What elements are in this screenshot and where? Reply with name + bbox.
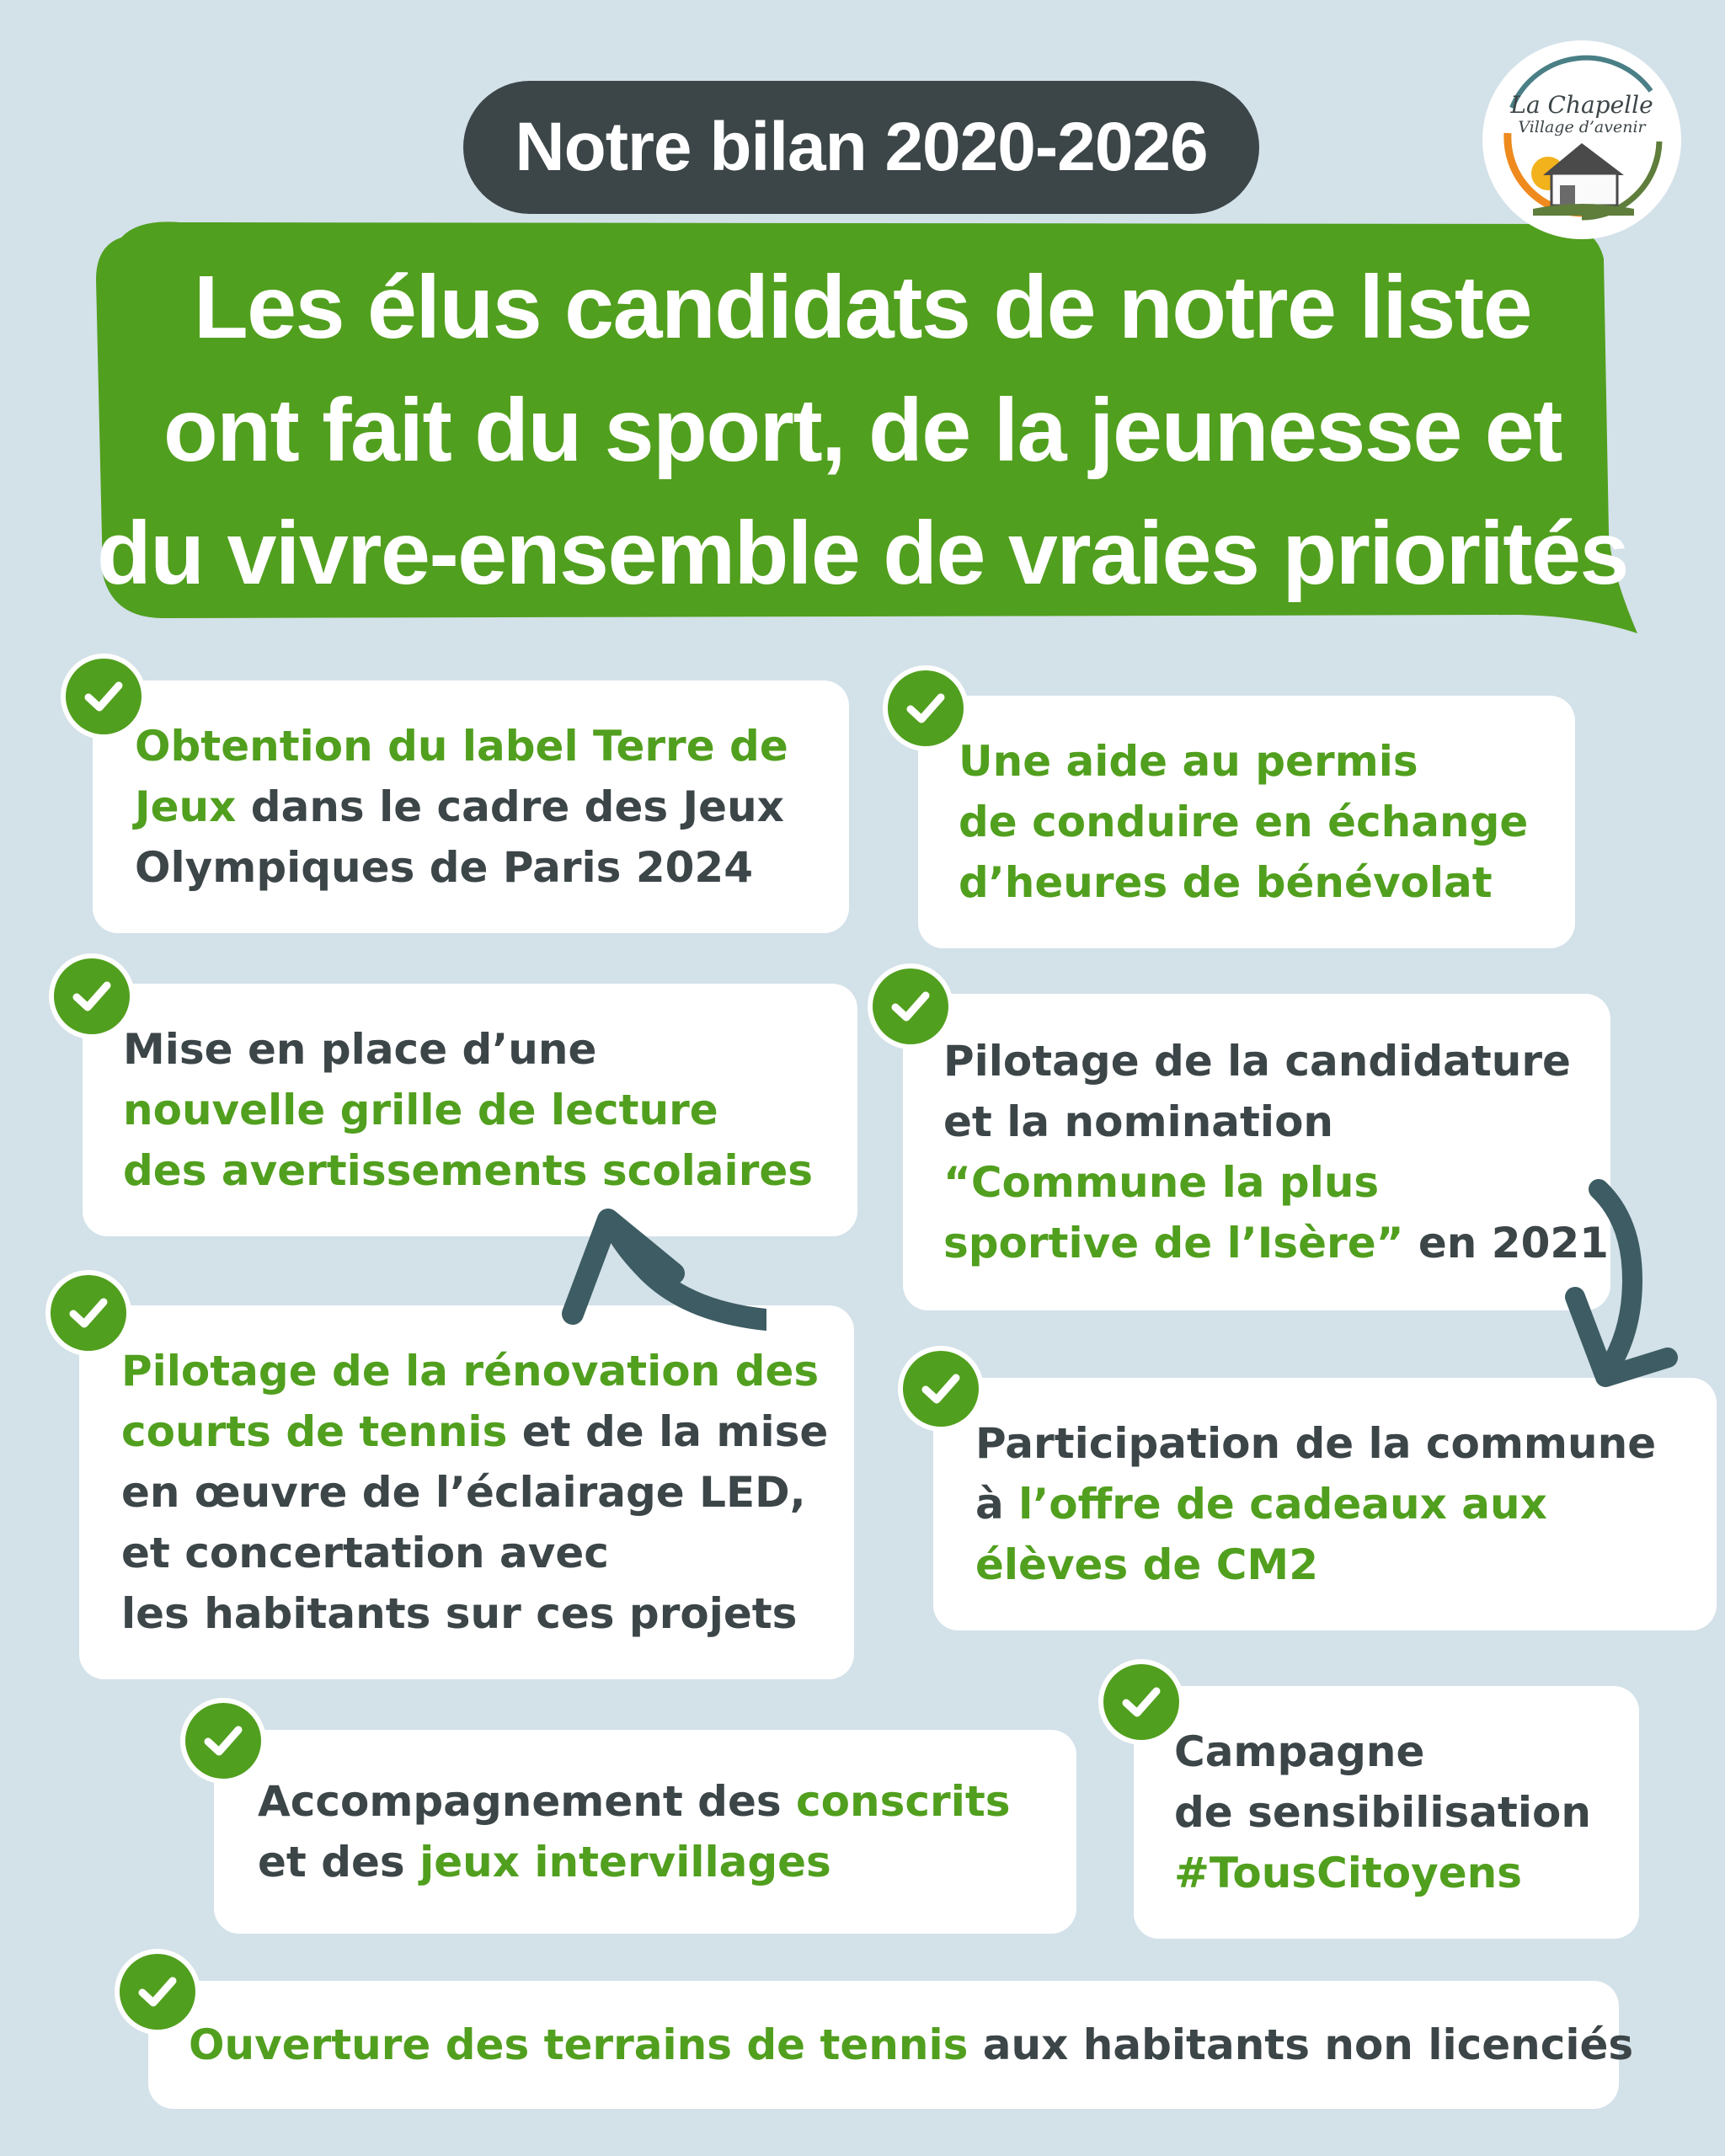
headline-line-2: ont fait du sport, de la jeunesse et: [163, 381, 1562, 480]
highlight-text: Obtention du label Terre de: [135, 722, 788, 771]
check-icon: [868, 963, 953, 1049]
headline: [88, 246, 1637, 615]
body-text: aux habitants non licenciés: [968, 2020, 1634, 2069]
logo: [1482, 40, 1681, 239]
card-cadeaux-cm2: [933, 1378, 1717, 1630]
highlight-text: de conduire en échange: [959, 798, 1529, 846]
highlight-text: “Commune la plus: [943, 1158, 1380, 1207]
highlight-text: l’offre de cadeaux aux: [1018, 1480, 1547, 1529]
body-text: et la nomination: [943, 1097, 1334, 1146]
body-text: et de la mise: [507, 1407, 829, 1456]
card-text: [258, 1771, 1076, 1892]
highlight-text: Pilotage de la rénovation des: [121, 1347, 820, 1396]
check-icon: [61, 654, 147, 739]
check-icon: [1098, 1659, 1184, 1745]
body-text: Campagne: [1174, 1727, 1425, 1776]
card-text: [1174, 1721, 1639, 1903]
check-icon: [49, 953, 135, 1039]
body-text: Mise en place d’une: [123, 1025, 597, 1074]
body-text: Pilotage de la candidature: [943, 1037, 1571, 1086]
body-text: dans le cadre des Jeux: [236, 782, 784, 831]
highlight-text: #TousCitoyens: [1174, 1849, 1523, 1897]
check-icon: [45, 1270, 131, 1356]
card-conscrits: [214, 1730, 1076, 1934]
highlight-text: d’heures de bénévolat: [959, 858, 1493, 907]
card-text: [135, 716, 849, 898]
check-icon: [883, 665, 969, 751]
card-terre-de-jeux: [93, 680, 849, 933]
highlight-text: sportive de l’Isère”: [943, 1219, 1404, 1267]
logo-graphic: [1482, 40, 1681, 239]
card-campagne: [1134, 1686, 1639, 1939]
card-text: [943, 1031, 1610, 1273]
check-icon: [115, 1949, 200, 2035]
card-text: [189, 2015, 1634, 2075]
highlight-text: Ouverture des terrains de tennis: [189, 2020, 969, 2069]
headline-line-1: Les élus candidats de notre liste: [193, 258, 1532, 357]
highlight-text: courts de tennis: [121, 1407, 508, 1456]
highlight-text: des avertissements scolaires: [123, 1146, 814, 1195]
highlight-text: nouvelle grille de lecture: [123, 1086, 718, 1134]
check-icon: [898, 1346, 984, 1432]
card-text: [959, 731, 1575, 913]
header-title: Notre bilan 2020-2026: [515, 109, 1208, 185]
headline-banner: [88, 212, 1637, 642]
body-text: Participation de la commune: [975, 1419, 1657, 1468]
body-text: et des: [258, 1838, 420, 1886]
body-text: à: [975, 1480, 1019, 1529]
card-ouverture-tennis: [148, 1981, 1634, 2109]
highlight-text: Une aide au permis: [959, 737, 1418, 786]
body-text: Olympiques de Paris 2024: [135, 843, 754, 892]
card-text: [121, 1341, 854, 1644]
body-text: en œuvre de l’éclairage LED,: [121, 1468, 806, 1517]
check-icon: [180, 1698, 266, 1784]
highlight-text: Jeux: [135, 782, 237, 831]
card-candidature: [903, 994, 1610, 1310]
body-text: et concertation avec: [121, 1529, 609, 1577]
body-text: les habitants sur ces projets: [121, 1589, 798, 1638]
curved-arrow-down-icon: [1558, 1171, 1693, 1398]
body-text: Accompagnement des: [258, 1777, 797, 1826]
body-text: de sensibilisation: [1174, 1788, 1591, 1837]
highlight-text: jeux intervillages: [419, 1838, 831, 1886]
highlight-text: élèves de CM2: [975, 1540, 1318, 1589]
curved-arrow-left-icon: [547, 1196, 766, 1364]
headline-line-3: du vivre-ensemble de vraies priorités: [97, 504, 1628, 603]
logo-line-2: Village d’avenir: [1518, 118, 1646, 136]
logo-line-1: La Chapelle: [1510, 91, 1653, 119]
card-text: [123, 1019, 857, 1201]
body-text: en 2021: [1403, 1219, 1609, 1267]
header-pill: [463, 81, 1259, 214]
highlight-text: conscrits: [796, 1777, 1011, 1826]
card-text: [975, 1413, 1717, 1595]
card-permis: [918, 696, 1575, 948]
